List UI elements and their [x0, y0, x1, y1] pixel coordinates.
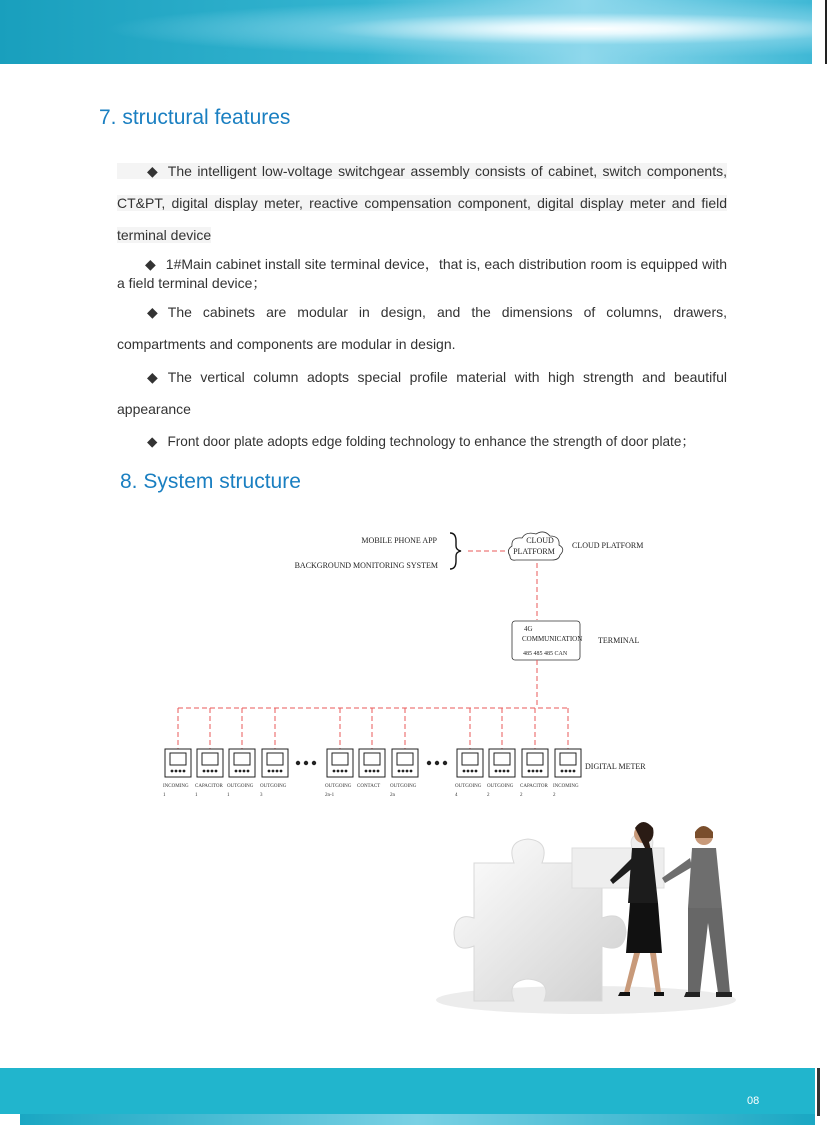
meter-screen [202, 753, 218, 765]
meter-button [573, 770, 576, 773]
meter-button [467, 770, 470, 773]
meter-number-label: 3 [260, 793, 263, 798]
meter-screen [527, 753, 543, 765]
meter-button [333, 770, 336, 773]
meter-number-label: 2n [390, 793, 395, 798]
system-structure-diagram [0, 520, 827, 810]
meter-button [179, 770, 182, 773]
cloud-text-line1: CLOUD [526, 536, 554, 545]
meter-button [171, 770, 174, 773]
digital-meter-icon [163, 708, 191, 798]
meter-number-label: 4 [455, 793, 458, 798]
meter-name-label: CONTACT [357, 784, 381, 789]
meter-button [377, 770, 380, 773]
meter-button [207, 770, 210, 773]
meter-button [276, 770, 279, 773]
meter-button [247, 770, 250, 773]
bullet-icon: ◆ [147, 304, 158, 320]
meter-button [475, 770, 478, 773]
bullet-icon: ◆ [147, 369, 158, 385]
meter-screen [462, 753, 478, 765]
meter-button [345, 770, 348, 773]
feature-item-3: ◆ The cabinets are modular in design, and the dimensions of columns, drawers, compartments and components are modular in design. [117, 296, 727, 360]
header-banner [0, 0, 812, 64]
meter-button [565, 770, 568, 773]
meter-name-label: OUTGOING [325, 784, 352, 789]
meter-button [561, 770, 564, 773]
ellipsis-dots-right [427, 761, 447, 765]
terminal-label: TERMINAL [598, 636, 640, 645]
meter-name-label: OUTGOING [487, 784, 514, 789]
meter-button [499, 770, 502, 773]
meter-button [369, 770, 372, 773]
meter-button [536, 770, 539, 773]
meter-number-label: 2 [553, 793, 556, 798]
footer-band [0, 1068, 815, 1114]
meter-button [495, 770, 498, 773]
digital-meter-icon [260, 708, 288, 798]
digital-meter-icon [520, 708, 548, 798]
bullet-icon: ◆ [145, 256, 156, 272]
meter-button [183, 770, 186, 773]
page-number: 08 [747, 1095, 760, 1107]
section-7-heading: 7. structural features [99, 106, 291, 129]
meter-name-label: INCOMING [163, 784, 189, 789]
digital-meter-icon [357, 708, 385, 789]
feature-item-5: ◆ Front door plate adopts edge folding technology to enhance the strength of door plate； [117, 426, 727, 458]
meter-screen [397, 753, 413, 765]
businessman-figure-icon [662, 826, 732, 997]
digital-meter-icon [553, 708, 581, 798]
bullet-icon: ◆ [147, 434, 158, 449]
meter-button [540, 770, 543, 773]
background-system-label: BACKGROUND MONITORING SYSTEM [294, 561, 438, 570]
cloud-text-line2: PLATFORM [513, 547, 555, 556]
digital-meter-icon [487, 708, 515, 798]
meter-button [243, 770, 246, 773]
meter-button [341, 770, 344, 773]
terminal-text-line2: COMMUNICATION [522, 635, 583, 643]
bullet-icon: ◆ [147, 163, 158, 179]
meter-button [569, 770, 572, 773]
puzzle-teamwork-illustration [436, 818, 746, 1018]
meter-number-label: 1 [227, 793, 230, 798]
terminal-text-line1: 4G [524, 625, 533, 633]
meter-button [272, 770, 275, 773]
meter-screen [364, 753, 380, 765]
meter-button [203, 770, 206, 773]
meter-number-label: 2 [487, 793, 490, 798]
meter-button [410, 770, 413, 773]
terminal-text-line3: 485 485 485 CAN [523, 651, 568, 657]
meter-screen [267, 753, 283, 765]
meter-button [235, 770, 238, 773]
meter-button [373, 770, 376, 773]
feature-item-1: ◆ The intelligent low-voltage switchgear assembly consists of cabinet, switch components, CT&PT, digital display meter, reactive compensation component, digital display meter and field terminal device [117, 155, 727, 251]
meter-name-label: CAPACITOR [520, 784, 548, 789]
digital-meter-icon [390, 708, 418, 798]
digital-meter-icon [227, 708, 255, 798]
meter-button [528, 770, 531, 773]
mobile-app-label: MOBILE PHONE APP [361, 536, 437, 545]
brace-icon [450, 533, 461, 569]
cloud-platform-label: CLOUD PLATFORM [572, 541, 644, 550]
footer-edge-line [817, 1068, 820, 1116]
digital-meter-icon [455, 708, 483, 798]
meter-name-label: OUTGOING [455, 784, 482, 789]
meter-number-label: 2 [520, 793, 523, 798]
footer-strip [20, 1114, 815, 1125]
meter-button [532, 770, 535, 773]
meter-screen [170, 753, 186, 765]
meter-screen [234, 753, 250, 765]
digital-meter-icon [325, 708, 353, 798]
meter-screen [332, 753, 348, 765]
meter-button [211, 770, 214, 773]
section-8-heading: 8. System structure [120, 470, 301, 493]
meter-button [175, 770, 178, 773]
ellipsis-dots-left [296, 761, 316, 765]
meter-button [398, 770, 401, 773]
meter-number-label: 1 [195, 793, 198, 798]
meter-button [215, 770, 218, 773]
meter-button [337, 770, 340, 773]
meter-button [280, 770, 283, 773]
meter-name-label: INCOMING [553, 784, 579, 789]
meter-name-label: OUTGOING [390, 784, 417, 789]
meter-number-label: 2n-1 [325, 793, 335, 798]
feature-item-2: ◆ 1#Main cabinet install site terminal device，that is, each distribution room is equipped with a field terminal device； [117, 256, 727, 291]
meter-button [402, 770, 405, 773]
meter-button [507, 770, 510, 773]
meter-name-label: OUTGOING [227, 784, 254, 789]
digital-meter-label: DIGITAL METER [585, 762, 646, 771]
meter-button [268, 770, 271, 773]
meter-button [406, 770, 409, 773]
meter-screen [494, 753, 510, 765]
meter-name-label: OUTGOING [260, 784, 287, 789]
meter-number-label: 1 [163, 793, 166, 798]
meter-button [365, 770, 368, 773]
meter-button [239, 770, 242, 773]
meter-button [503, 770, 506, 773]
meter-button [463, 770, 466, 773]
meter-name-label: CAPACITOR [195, 784, 223, 789]
meter-button [471, 770, 474, 773]
feature-item-4: ◆ The vertical column adopts special profile material with high strength and beautiful appearance [117, 361, 727, 425]
digital-meter-icon [195, 708, 223, 798]
meter-screen [560, 753, 576, 765]
